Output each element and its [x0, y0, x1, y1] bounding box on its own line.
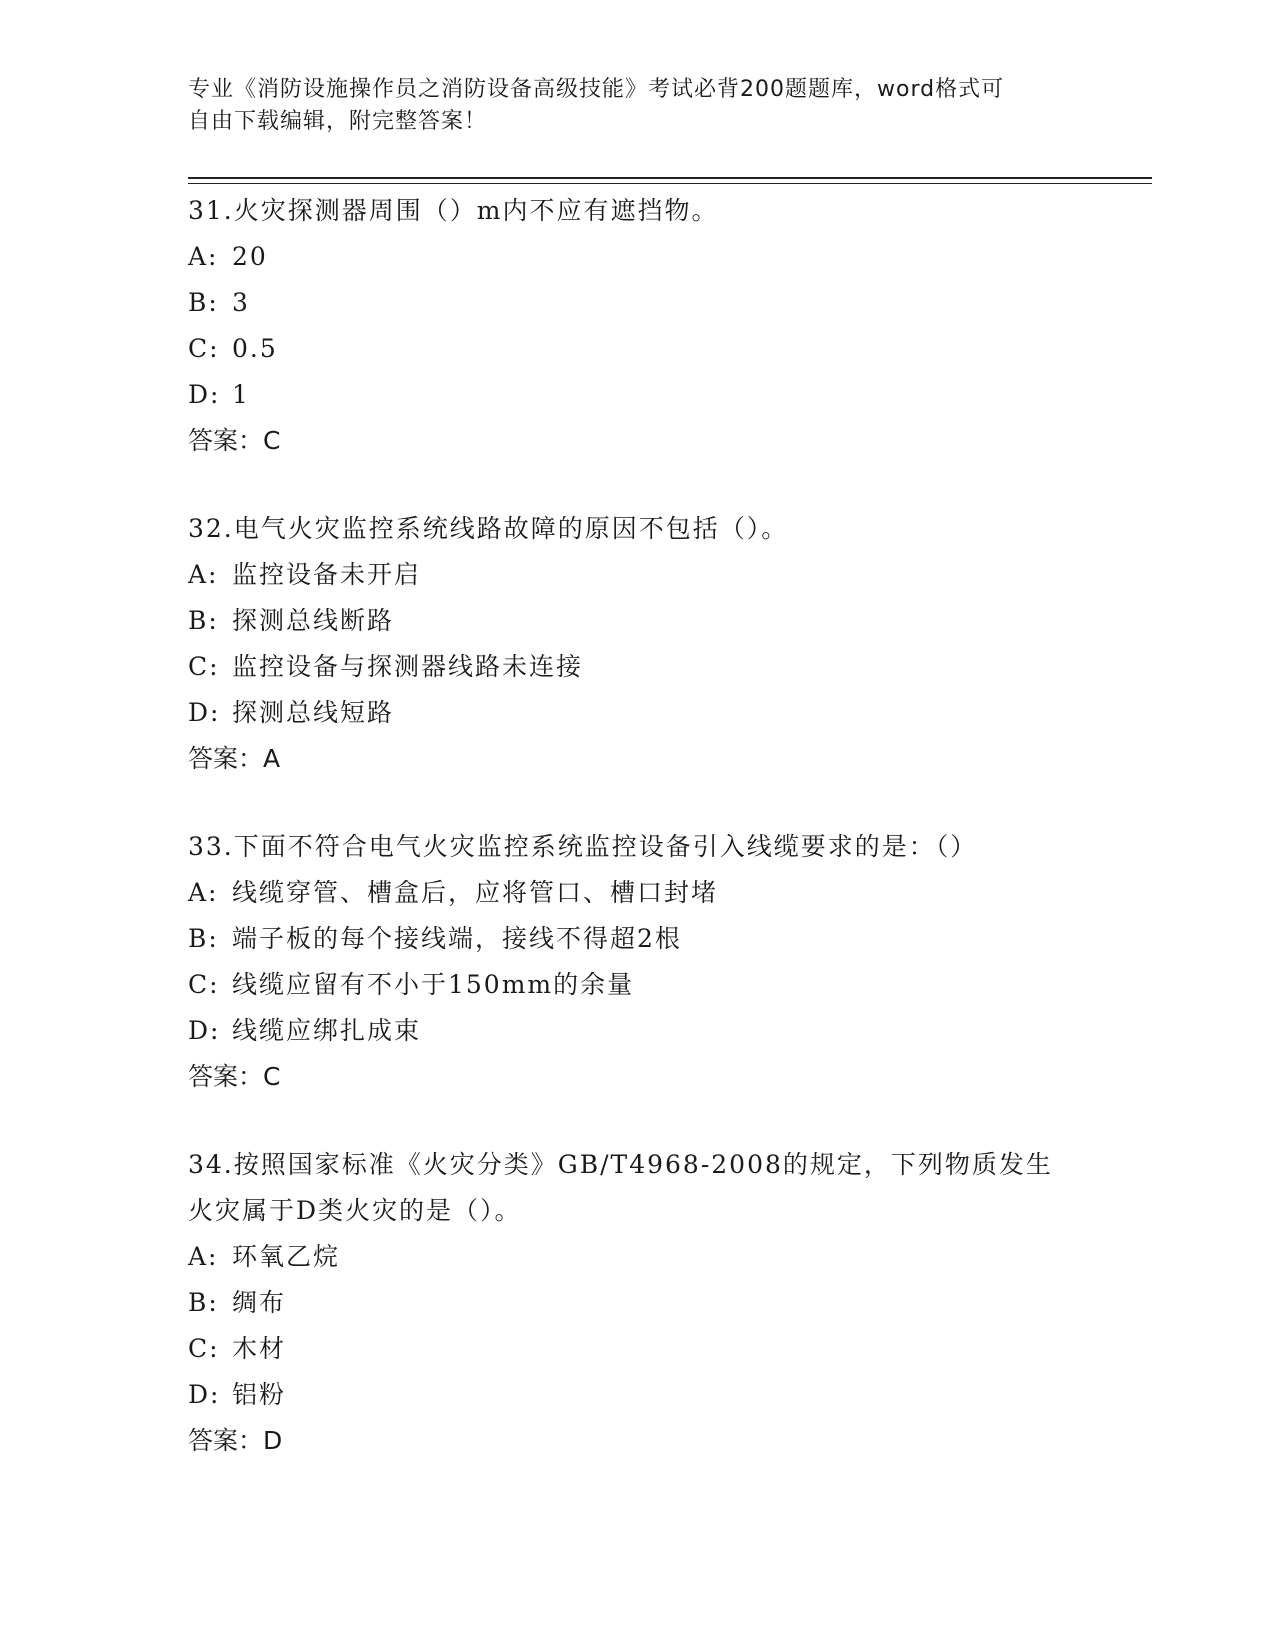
option-text: 线缆应留有不小于150mm的余量	[232, 970, 635, 999]
option-text: 1	[232, 380, 250, 409]
question-block	[188, 188, 1088, 464]
option-item	[188, 870, 1088, 916]
option-item	[188, 372, 1088, 418]
option-item	[188, 916, 1088, 962]
option-letter: B:	[188, 1288, 219, 1317]
option-text: 绸布	[232, 1288, 287, 1317]
option-letter: B:	[188, 606, 219, 635]
question-block	[188, 824, 1088, 1100]
option-letter: A:	[188, 242, 219, 271]
answer-label: 答案：	[188, 744, 264, 773]
question-text: 33.下面不符合电气火灾监控系统监控设备引入线缆要求的是：（）	[188, 832, 978, 861]
header-line-1: 专业《消防设施操作员之消防设备高级技能》考试必背200题题库，word格式可	[188, 77, 1005, 102]
option-letter: D:	[188, 1016, 221, 1045]
option-item	[188, 962, 1088, 1008]
answer-label: 答案：	[188, 1426, 264, 1455]
answer-line	[188, 1054, 1088, 1100]
option-letter: D:	[188, 698, 221, 727]
document-header	[188, 74, 1068, 138]
option-letter: C:	[188, 1334, 220, 1363]
option-letter: C:	[188, 970, 220, 999]
option-item	[188, 690, 1088, 736]
option-item	[188, 644, 1088, 690]
option-item	[188, 552, 1088, 598]
question-text: 火灾属于D类火灾的是（）。	[188, 1196, 522, 1225]
option-text: 端子板的每个接线端，接线不得超2根	[232, 924, 682, 953]
option-letter: A:	[188, 560, 219, 589]
option-text: 铝粉	[232, 1380, 287, 1409]
option-item	[188, 280, 1088, 326]
option-letter: D:	[188, 380, 221, 409]
option-text: 0.5	[232, 334, 278, 363]
option-text: 3	[232, 288, 250, 317]
option-item	[188, 1326, 1088, 1372]
option-text: 线缆穿管、槽盒后，应将管口、槽口封堵	[232, 878, 719, 907]
option-item	[188, 234, 1088, 280]
option-text: 监控设备与探测器线路未连接	[232, 652, 584, 681]
option-text: 20	[232, 242, 268, 271]
question-block	[188, 1142, 1088, 1464]
option-letter: B:	[188, 288, 219, 317]
option-letter: A:	[188, 1242, 219, 1271]
question-block	[188, 506, 1088, 782]
answer-value: A	[263, 744, 281, 773]
option-text: 探测总线短路	[232, 698, 395, 727]
answer-label: 答案：	[188, 1062, 264, 1091]
header-divider-thick	[188, 177, 1152, 179]
option-text: 探测总线断路	[232, 606, 395, 635]
option-letter: A:	[188, 878, 219, 907]
question-text: 34.按照国家标准《火灾分类》GB/T4968-2008的规定，下列物质发生	[188, 1150, 1053, 1179]
question-text: 31.火灾探测器周围（）m内不应有遮挡物。	[188, 196, 719, 225]
option-item	[188, 1280, 1088, 1326]
option-letter: B:	[188, 924, 219, 953]
answer-line	[188, 736, 1088, 782]
option-item	[188, 1372, 1088, 1418]
header-line-2: 自由下载编辑，附完整答案！	[188, 109, 488, 134]
option-letter: C:	[188, 334, 220, 363]
option-text: 线缆应绑扎成束	[232, 1016, 422, 1045]
answer-label: 答案：	[188, 426, 264, 455]
option-text: 监控设备未开启	[232, 560, 422, 589]
option-item	[188, 1234, 1088, 1280]
answer-line	[188, 1418, 1088, 1464]
question-list	[188, 188, 1088, 1506]
answer-value: D	[263, 1426, 283, 1455]
answer-value: C	[263, 1062, 281, 1091]
answer-line	[188, 418, 1088, 464]
option-item	[188, 598, 1088, 644]
answer-value: C	[263, 426, 281, 455]
header-divider-thin	[188, 183, 1152, 184]
option-text: 木材	[232, 1334, 287, 1363]
option-item	[188, 326, 1088, 372]
option-item	[188, 1008, 1088, 1054]
question-text: 32.电气火灾监控系统线路故障的原因不包括（）。	[188, 514, 789, 543]
option-letter: D:	[188, 1380, 221, 1409]
option-letter: C:	[188, 652, 220, 681]
option-text: 环氧乙烷	[232, 1242, 341, 1271]
